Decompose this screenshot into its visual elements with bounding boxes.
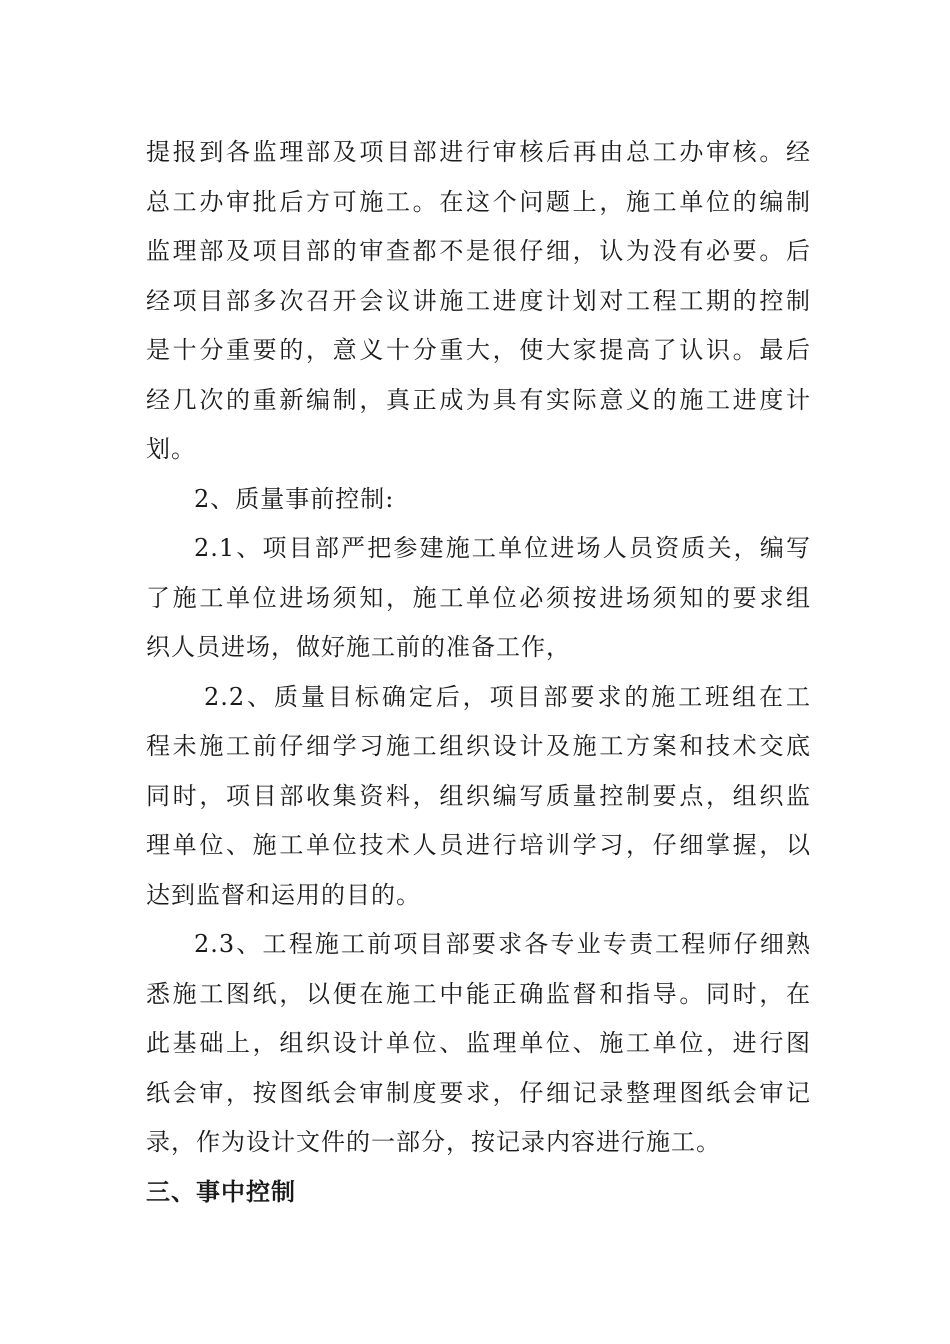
document-body: [146, 128, 811, 1217]
text-line: 2.3、工程施工前项目部要求各专业专责工程师仔细熟: [194, 930, 811, 958]
text-line: 达到监督和运用的目的。: [146, 880, 421, 909]
text-line: 2.2、质量目标确定后，项目部要求的施工班组在工: [204, 682, 811, 711]
text-line: 经项目部多次召开会议讲施工进度计划对工程工期的控制: [146, 286, 811, 315]
text-line: 程未施工前仔细学习施工组织设计及施工方案和技术交底: [146, 732, 811, 760]
text-line: 同时，项目部收集资料，组织编写质量控制要点，组织监: [146, 781, 811, 810]
section-heading: 三、事中控制: [146, 1177, 296, 1206]
text-line: 划。: [146, 435, 196, 463]
text-line: 总工办审批后方可施工。在这个问题上，施工单位的编制: [146, 187, 811, 216]
text-line: 经几次的重新编制，真正成为具有实际意义的施工进度计: [146, 385, 811, 414]
text-line: 录，作为设计文件的一部分，按记录内容进行施工。: [146, 1128, 721, 1156]
text-line: 是十分重要的，意义十分重大，使大家提高了认识。最后: [146, 336, 811, 364]
section-subheading: 2、质量事前控制:: [194, 484, 395, 513]
text-line: 提报到各监理部及项目部进行审核后再由总工办审核。经: [146, 138, 811, 166]
text-line: 了施工单位进场须知，施工单位必须按进场须知的要求组: [146, 583, 811, 612]
text-line: 2.1、项目部严把参建施工单位进场人员资质关，编写: [194, 534, 811, 562]
text-line: 监理部及项目部的审查都不是很仔细，认为没有必要。后: [146, 237, 811, 265]
text-line: 纸会审，按图纸会审制度要求，仔细记录整理图纸会审记: [146, 1078, 811, 1107]
text-line: 悉施工图纸，以便在施工中能正确监督和指导。同时，在: [146, 979, 811, 1008]
text-line: 织人员进场，做好施工前的准备工作，: [146, 633, 571, 661]
text-line: 此基础上，组织设计单位、监理单位、施工单位，进行图: [146, 1029, 811, 1057]
text-line: 理单位、施工单位技术人员进行培训学习，仔细掌握，以: [146, 831, 811, 859]
